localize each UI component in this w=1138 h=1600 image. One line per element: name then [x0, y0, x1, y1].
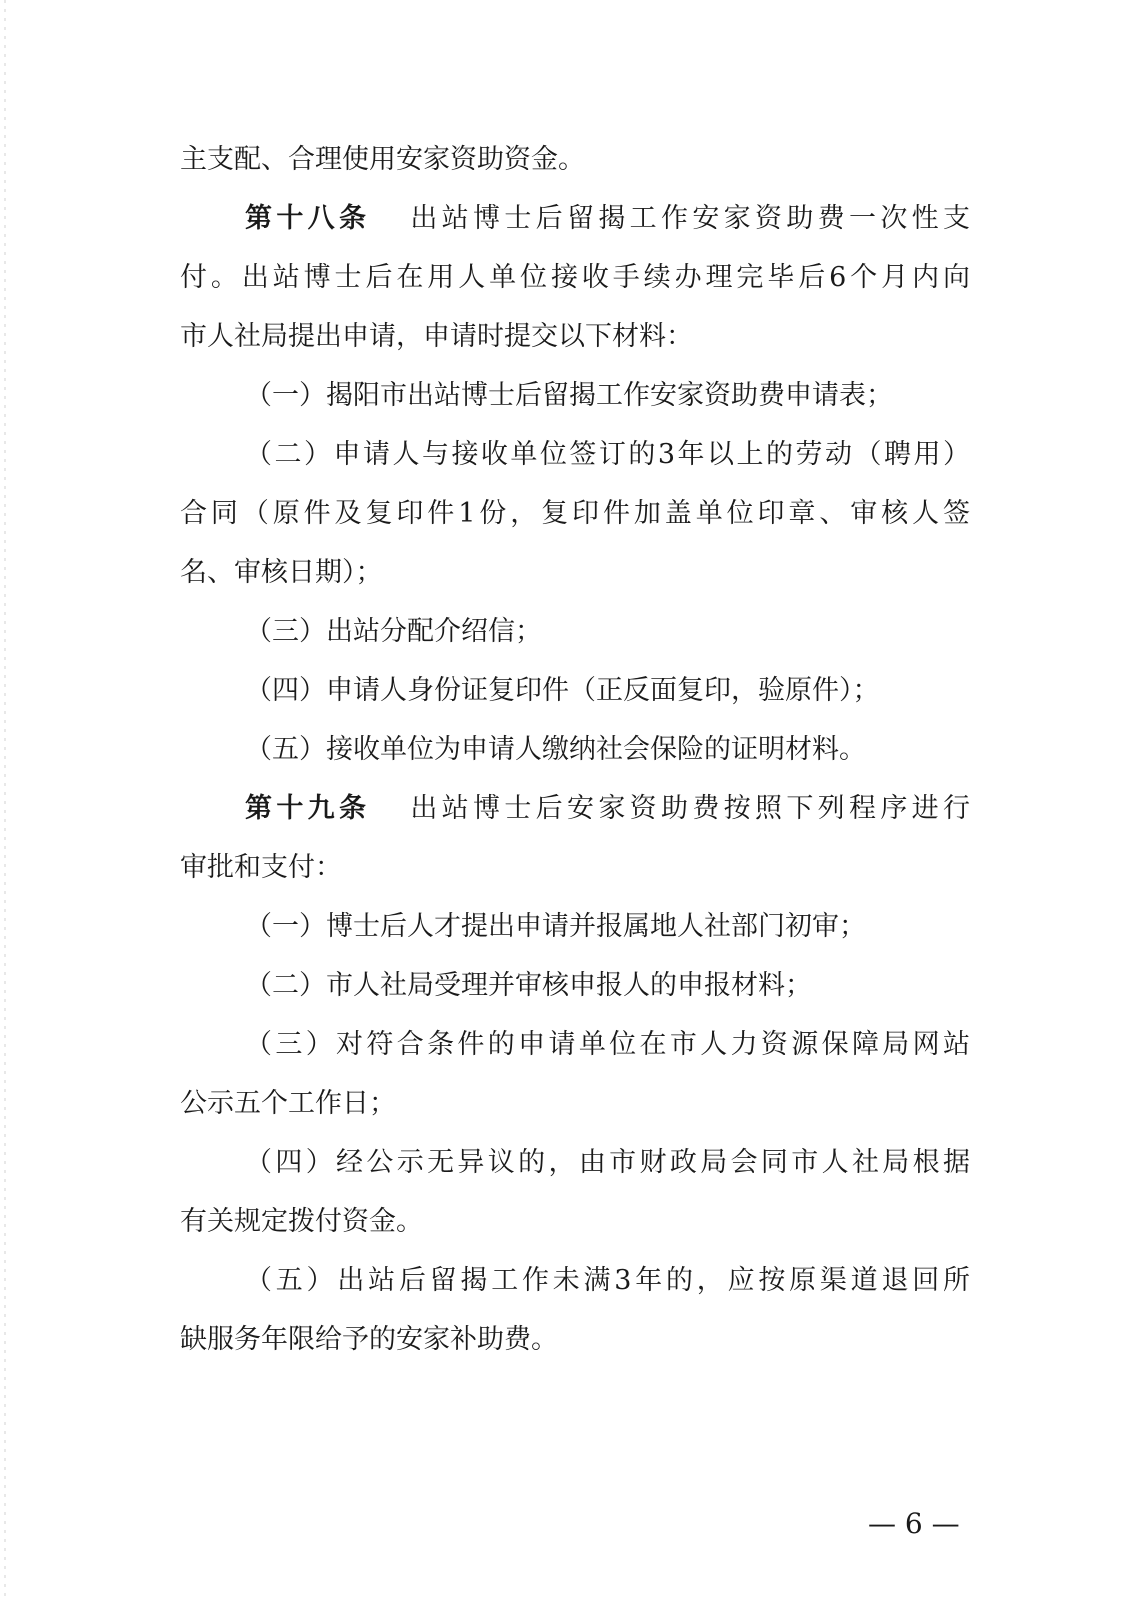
text-line — [180, 1205, 970, 1239]
article-19-heading: 第十九条 — [245, 793, 371, 824]
line-text: （三）对符合条件的申请单位在市人力资源保障局网站 — [245, 1029, 970, 1060]
line-text: （五）接收单位为申请人缴纳社会保险的证明材料。 — [245, 734, 866, 765]
line-text: （一）博士后人才提出申请并报属地人社部门初审； — [245, 911, 866, 942]
line-text: 名、审核日期）； — [180, 557, 383, 588]
line-text: 出站博士后留揭工作安家资助费一次性支 — [410, 203, 970, 234]
text-line — [180, 320, 970, 354]
line-text: 市人社局提出申请，申请时提交以下材料： — [180, 321, 693, 352]
list-item — [245, 1146, 970, 1180]
text-line — [180, 851, 970, 885]
list-item — [245, 1264, 970, 1298]
line-text: 有关规定拨付资金。 — [180, 1206, 423, 1237]
line-text: 合同（原件及复印件1份，复印件加盖单位印章、审核人签 — [180, 498, 970, 529]
list-item — [245, 969, 970, 1003]
line-text: 付。出站博士后在用人单位接收手续办理完毕后6个月内向 — [180, 262, 970, 293]
line-text: 出站博士后安家资助费按照下列程序进行 — [410, 793, 970, 824]
article-19-first-line — [245, 792, 970, 826]
line-text: （三）出站分配介绍信； — [245, 616, 542, 647]
text-line — [180, 261, 970, 295]
line-text: （五）出站后留揭工作未满3年的，应按原渠道退回所 — [245, 1265, 970, 1296]
list-item — [245, 733, 970, 767]
article-18-heading: 第十八条 — [245, 203, 371, 234]
list-item — [245, 438, 970, 472]
text-line — [180, 143, 970, 177]
line-text: （四）经公示无异议的，由市财政局会同市人社局根据 — [245, 1147, 970, 1178]
line-text: 主支配、合理使用安家资助资金。 — [180, 144, 585, 175]
list-item — [245, 379, 970, 413]
line-text: （一）揭阳市出站博士后留揭工作安家资助费申请表； — [245, 380, 893, 411]
page-number: — 6 — — [868, 1507, 960, 1540]
line-text: （四）申请人身份证复印件（正反面复印，验原件）； — [245, 675, 880, 706]
line-text: 审批和支付： — [180, 852, 342, 883]
text-line — [180, 497, 970, 531]
line-text: （二）申请人与接收单位签订的3年以上的劳动（聘用） — [245, 439, 970, 470]
text-line — [180, 1087, 970, 1121]
line-text: 缺服务年限给予的安家补助费。 — [180, 1324, 558, 1355]
text-line — [180, 1323, 970, 1357]
text-line — [180, 556, 970, 590]
list-item — [245, 910, 970, 944]
list-item — [245, 1028, 970, 1062]
line-text: 公示五个工作日； — [180, 1088, 396, 1119]
list-item — [245, 674, 970, 708]
line-text: （二）市人社局受理并审核申报人的申报材料； — [245, 970, 812, 1001]
scan-edge-marks — [4, 0, 6, 1600]
article-18-first-line — [245, 202, 970, 236]
list-item — [245, 615, 970, 649]
